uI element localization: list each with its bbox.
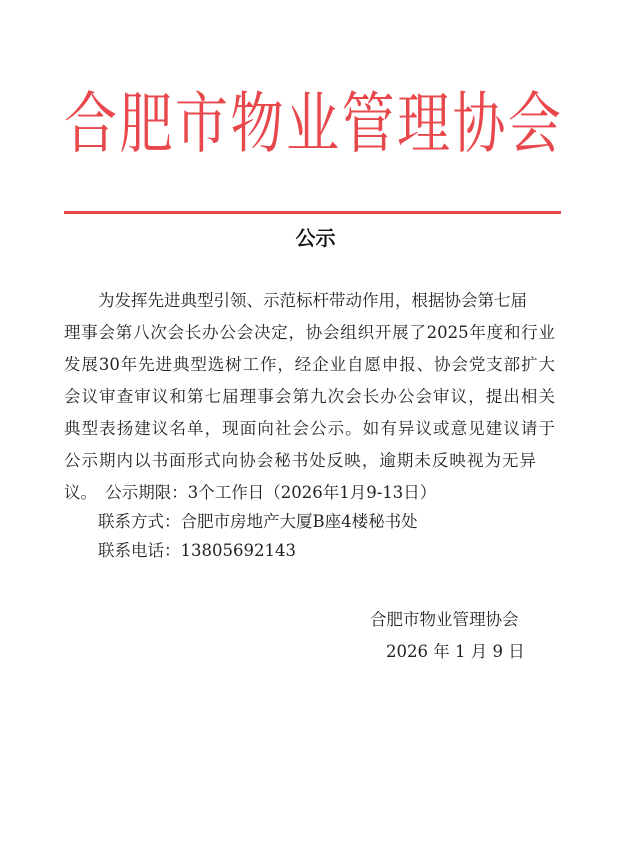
body-line: 为发挥先进典型引领、示范标杆带动作用，根据协会第七届 xyxy=(98,291,527,310)
body-line: 公示期内以书面形式向协会秘书处反映，逾期未反映视为无异 xyxy=(64,451,536,470)
signature-date: 2026 年 1 月 9 日 xyxy=(386,642,525,661)
letterhead-divider xyxy=(64,211,561,214)
contact-phone: 联系电话：13805692143 xyxy=(98,541,296,560)
body-line: 会议审查审议和第七届理事会第九次会长办公会审议，提出相关 xyxy=(64,387,555,406)
notice-heading: 公示 xyxy=(295,226,336,250)
contact-address: 联系方式：合肥市房地产大厦B座4楼秘书处 xyxy=(98,512,418,531)
body-line: 发展30年先进典型选树工作，经企业自愿申报、协会党支部扩大 xyxy=(64,355,555,374)
letterhead-title: 合肥市物业管理协会 xyxy=(64,86,561,163)
body-line: 理事会第八次会长办公会决定，协会组织开展了2025年度和行业 xyxy=(64,323,555,342)
body-line: 典型表扬建议名单，现面向社会公示。如有异议或意见建议请于 xyxy=(64,419,555,438)
signature-org: 合肥市物业管理协会 xyxy=(370,610,519,629)
body-line: 议。 公示期限：3个工作日（2026年1月9-13日） xyxy=(64,483,437,502)
